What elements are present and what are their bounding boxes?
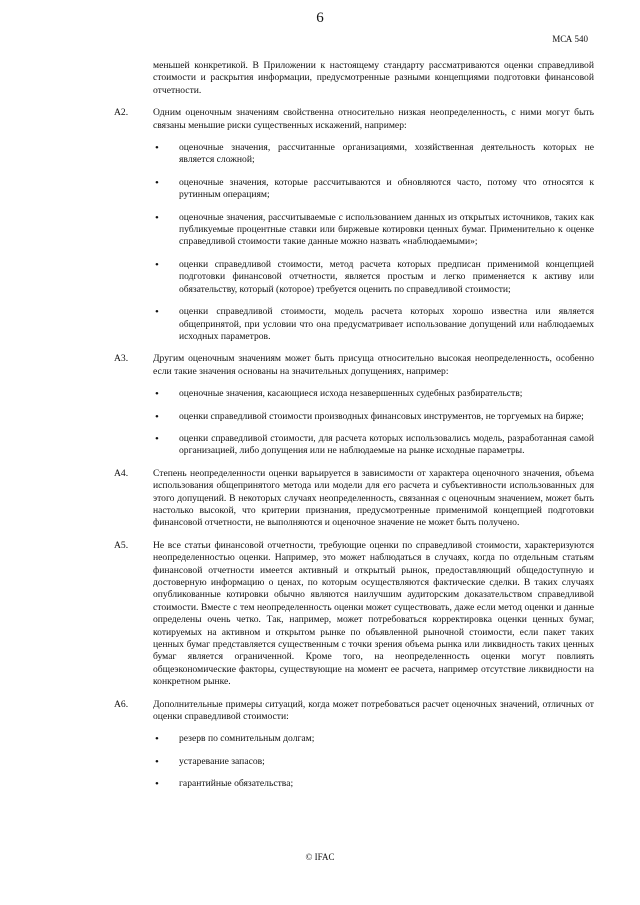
list-item-text: оценки справедливой стоимости, метод расчета которых предписан применимой концепцией подготовки финансовой отчетности, является простым и легко применяется к активу или обязательству, который (которое) требуется оценить по справедливой стоимости; bbox=[179, 258, 594, 295]
list-item-text: оценки справедливой стоимости производных финансовых инструментов, не торгуемых на бирже; bbox=[179, 410, 584, 422]
list-item-text: оценочные значения, которые рассчитываются и обновляются часто, потому что относятся к рутинным операциям; bbox=[179, 176, 594, 201]
section-a4 bbox=[108, 468, 594, 530]
list-item bbox=[153, 411, 594, 423]
bullet-icon: • bbox=[155, 432, 159, 445]
list-item-text: гарантийные обязательства; bbox=[179, 778, 294, 790]
list-item bbox=[153, 433, 594, 458]
bullet-icon: • bbox=[155, 388, 159, 401]
list-item bbox=[153, 778, 594, 790]
list-item-text: устаревание запасов; bbox=[179, 755, 265, 767]
list-item-text: резерв по сомнительным долгам; bbox=[179, 733, 315, 745]
section-label: A6. bbox=[114, 698, 129, 710]
list-item bbox=[153, 212, 594, 249]
list-item-text: оценочные значения, рассчитываемые с использованием данных из открытых источников, таких как публикуемые процентные ставки или биржевые котировки ценных бумаг. Применительно к оценке справедливой стоимости такие данные можно назвать «наблюдаемыми»; bbox=[179, 211, 594, 248]
list-item-text: оценки справедливой стоимости, для расчета которых использовались модель, разработанная самой организацией, либо допущения или не наблюдаемые на рынке исходные параметры. bbox=[179, 432, 594, 457]
section-a3 bbox=[108, 353, 594, 457]
list-item-text: оценки справедливой стоимости, модель расчета которых хорошо известна или является общепринятой, при условии что она предусматривает использование допущений или наблюдаемых исходных параметров. bbox=[179, 306, 594, 342]
list-item-text: оценочные значения, рассчитанные организациями, хозяйственная деятельность которых не является сложной; bbox=[179, 142, 594, 166]
section-paragraph: Другим оценочным значениям может быть присуща относительно высокая неопределенность, особенно если такие значения основаны на значительных допущениях, например: bbox=[153, 353, 594, 377]
bullet-icon: • bbox=[155, 306, 159, 319]
section-label: A4. bbox=[114, 467, 129, 479]
list-item bbox=[153, 306, 594, 343]
section-paragraph: Дополнительные примеры ситуаций, когда может потребоваться расчет оценочных значений, отличных от оценки справедливой стоимости: bbox=[153, 698, 594, 723]
list-item-text: оценочные значения, касающиеся исхода незавершенных судебных разбирательств; bbox=[179, 388, 523, 400]
page-number: 6 bbox=[316, 10, 324, 26]
bullet-list bbox=[153, 388, 594, 458]
section-label: A3. bbox=[114, 353, 129, 365]
list-item bbox=[153, 733, 594, 745]
bullet-icon: • bbox=[155, 142, 159, 155]
list-item bbox=[153, 259, 594, 296]
list-item bbox=[153, 756, 594, 768]
sections-container bbox=[108, 107, 594, 790]
section-a6 bbox=[108, 699, 594, 791]
section-label: A2. bbox=[114, 107, 129, 119]
footer-copyright: © IFAC bbox=[305, 852, 335, 862]
section-paragraph: Одним оценочным значениям свойственна относительно низкая неопределенность, с ними могут быть связаны меньшие риски существенных искажений, например: bbox=[153, 107, 594, 131]
bullet-list bbox=[153, 733, 594, 790]
bullet-icon: • bbox=[155, 410, 159, 423]
document-body bbox=[108, 60, 594, 801]
bullet-icon: • bbox=[155, 176, 159, 189]
bullet-icon: • bbox=[155, 211, 159, 224]
section-paragraph: Степень неопределенности оценки варьируется в зависимости от характера оценочного значения, объема использования общепринятого метода или модели для его расчета и субъективности использованных для этого допущений. В некоторых случаях неопределенность, связанная с оценочным значением, может быть настолько высокой, что критерии признания, предусмотренные применимой концепцией подготовки финансовой отчетности, не выполняются и оценочное значение не может быть получено. bbox=[153, 467, 594, 529]
list-item bbox=[153, 142, 594, 167]
section-a2 bbox=[108, 107, 594, 343]
continuation-paragraph: меньшей конкретикой. В Приложении к настоящему стандарту рассматриваются оценки справедливой стоимости и раскрытия информации, предусмотренные разными концепциями подготовки финансовой отчетности. bbox=[153, 60, 594, 96]
bullet-list bbox=[153, 142, 594, 343]
bullet-icon: • bbox=[155, 733, 159, 746]
list-item bbox=[153, 177, 594, 202]
bullet-icon: • bbox=[155, 778, 159, 791]
list-item bbox=[153, 388, 594, 400]
bullet-icon: • bbox=[155, 258, 159, 271]
section-a5 bbox=[108, 540, 594, 689]
section-label: A5. bbox=[114, 539, 129, 551]
bullet-icon: • bbox=[155, 755, 159, 768]
standard-code: МСА 540 bbox=[552, 34, 588, 44]
section-paragraph: Не все статьи финансовой отчетности, требующие оценки по справедливой стоимости, характеризуются неопределенностью оценки. Например, это может наблюдаться в случаях, когда по отдельным статьям финансовой отчетности имеется активный и открытый рынок, предоставляющий общедоступную и достоверную информацию о ценах, по которым осуществляются фактические сделки. В таких случаях опубликованные котировки обычно являются наилучшим аудиторским доказательством справедливой стоимости. Вместе с тем неопределенность оценки может существовать, даже если метод оценки и данные определены очень четко. Так, например, может потребоваться корректировка оценки ценных бумаг, котируемых на активном и открытом рынке по объявленной рыночной стоимости, если пакет таких ценных бумаг представляется существенным с точки зрения объема рынка или ликвидность таких ценных бумаг является ограниченной. Кроме того, на неопределенность оценки могут повлиять общеэкономические факторы, существующие на момент ее расчета, например отсутствие ликвидности на конкретном рынке. bbox=[153, 539, 594, 688]
